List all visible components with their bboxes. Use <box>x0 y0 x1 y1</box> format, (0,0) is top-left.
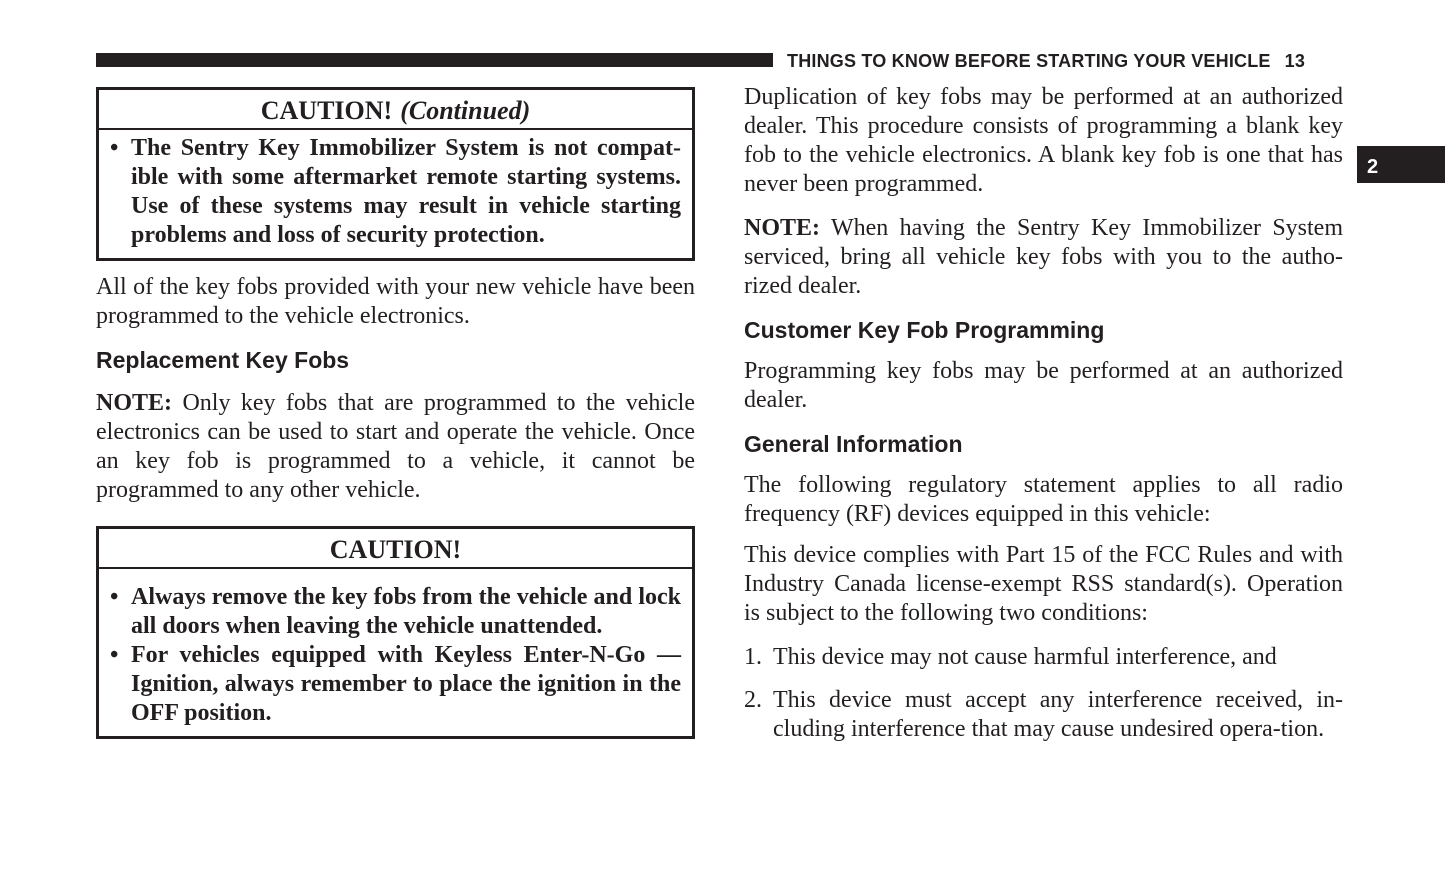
fcc-compliance-paragraph: This device complies with Part 15 of the FCC Rules and with Industry Canada license-exempt RSS standard(s). Operation is subject to the following two conditions: <box>744 542 1343 626</box>
caution-bullet-text: Always remove the key fobs from the vehicle and lock all doors when leaving the vehicle unattended. <box>131 584 681 639</box>
caution-continued-body <box>99 130 692 258</box>
regulatory-paragraph: The following regulatory statement applies to all radio frequency (RF) devices equipped in this vehicle: <box>744 472 1343 527</box>
condition-item <box>744 643 1343 672</box>
caution-bullet <box>110 641 681 728</box>
caution-continued-title <box>99 90 692 130</box>
caution-label: CAUTION! <box>329 535 462 564</box>
bullet-icon: • <box>110 584 119 610</box>
running-header-title: THINGS TO KNOW BEFORE STARTING YOUR VEHICLE <box>787 51 1271 71</box>
caution-bullet <box>110 134 681 250</box>
caution-bullet-text: The Sentry Key Immobilizer System is not compat-ible with some aftermarket remote starting systems. Use of these systems may result in vehicle starting problems and loss of security protection. <box>131 135 681 248</box>
running-header <box>787 50 1305 72</box>
page-number: 13 <box>1284 51 1306 71</box>
customer-key-fob-programming-heading: Customer Key Fob Programming <box>744 317 1105 343</box>
service-note <box>744 214 1343 301</box>
bullet-icon: • <box>110 135 119 161</box>
condition-text: This device must accept any interference received, in-cluding interference that may cause undesired opera-tion. <box>773 687 1343 742</box>
caution-label: CAUTION! <box>260 96 393 125</box>
caution-body <box>99 569 692 736</box>
bullet-icon: • <box>110 642 119 668</box>
caution-continued-box <box>96 87 695 261</box>
replacement-note-text: Only key fobs that are programmed to the vehicle electronics can be used to start and operate the vehicle. Once an key fob is programmed to a vehicle, it cannot be programmed to any other vehicle. <box>96 390 695 503</box>
replacement-note <box>96 389 695 505</box>
header-rule <box>96 53 773 67</box>
service-note-text: When having the Sentry Key Immobilizer System serviced, bring all vehicle key fobs with you to the autho-rized dealer. <box>744 215 1343 299</box>
caution-bullet-text: For vehicles equipped with Keyless Enter-N-Go — Ignition, always remember to place the ignition in the OFF position. <box>131 642 681 726</box>
condition-number: 1. <box>744 644 762 670</box>
customer-paragraph: Programming key fobs may be performed at an authorized dealer. <box>744 358 1343 413</box>
note-label: NOTE: <box>744 215 821 241</box>
condition-text: This device may not cause harmful interference, and <box>773 644 1277 670</box>
caution-bullet <box>110 583 681 641</box>
note-label: NOTE: <box>96 390 173 416</box>
condition-item <box>744 686 1343 744</box>
duplication-paragraph: Duplication of key fobs may be performed at an authorized dealer. This procedure consists of programming a blank key fob to the vehicle electronics. A blank key fob is one that has never been programmed. <box>744 84 1343 197</box>
caution-box <box>96 526 695 739</box>
caution-continued-suffix: (Continued) <box>400 96 531 125</box>
intro-paragraph: All of the key fobs provided with your new vehicle have been programmed to the vehicle electronics. <box>96 274 695 329</box>
chapter-tab: 2 <box>1357 146 1445 183</box>
caution-title <box>99 529 692 569</box>
replacement-key-fobs-heading: Replacement Key Fobs <box>96 347 350 373</box>
general-information-heading: General Information <box>744 431 963 457</box>
condition-number: 2. <box>744 687 762 713</box>
